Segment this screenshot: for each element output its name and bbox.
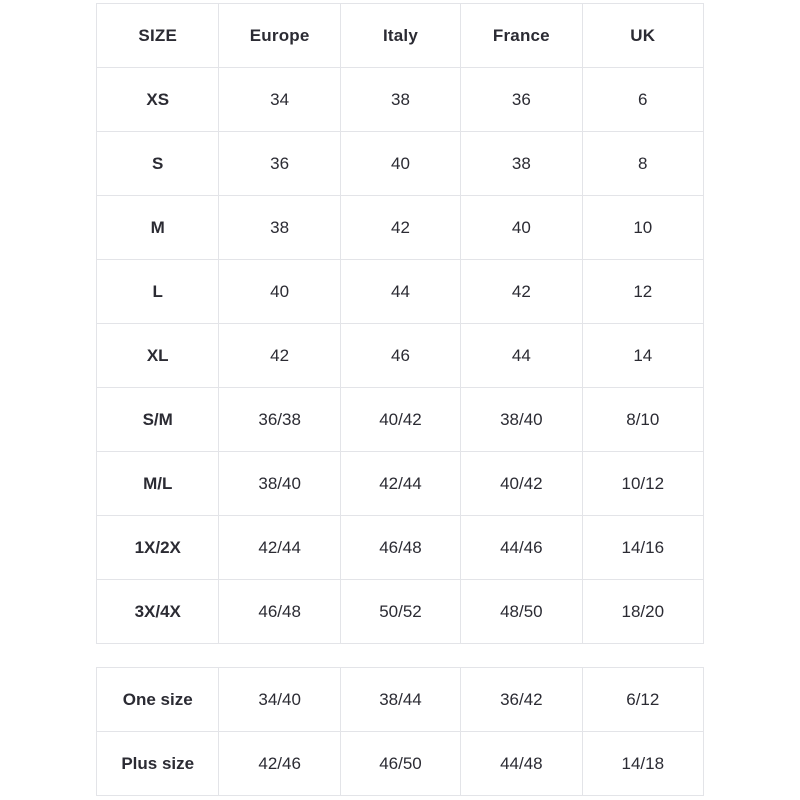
cell-uk: 6/12 (582, 668, 703, 732)
cell-uk: 14/18 (582, 732, 703, 796)
table-header (97, 4, 704, 68)
row-label: XS (97, 68, 219, 132)
cell-france: 36/42 (461, 668, 582, 732)
column-header-size: SIZE (97, 4, 219, 68)
cell-italy: 46 (340, 324, 460, 388)
table-row (97, 196, 704, 260)
table-row (97, 388, 704, 452)
cell-uk: 14 (582, 324, 703, 388)
table-row (97, 324, 704, 388)
cell-europe: 36/38 (219, 388, 340, 452)
cell-europe: 46/48 (219, 580, 340, 644)
cell-france: 48/50 (461, 580, 582, 644)
cell-france: 42 (461, 260, 582, 324)
row-label: Plus size (97, 732, 219, 796)
row-label: S (97, 132, 219, 196)
row-label: L (97, 260, 219, 324)
cell-france: 36 (461, 68, 582, 132)
cell-europe: 36 (219, 132, 340, 196)
column-header-france: France (461, 4, 582, 68)
table-row (97, 452, 704, 516)
cell-uk: 6 (582, 68, 703, 132)
cell-europe: 38/40 (219, 452, 340, 516)
cell-europe: 38 (219, 196, 340, 260)
table-row (97, 516, 704, 580)
cell-europe: 42/46 (219, 732, 340, 796)
size-conversion-table-container (96, 3, 704, 644)
cell-france: 40 (461, 196, 582, 260)
cell-europe: 42 (219, 324, 340, 388)
cell-italy: 40/42 (340, 388, 460, 452)
cell-france: 40/42 (461, 452, 582, 516)
table-header-row (97, 4, 704, 68)
cell-italy: 46/48 (340, 516, 460, 580)
cell-uk: 10/12 (582, 452, 703, 516)
cell-uk: 14/16 (582, 516, 703, 580)
cell-italy: 38 (340, 68, 460, 132)
row-label: S/M (97, 388, 219, 452)
cell-italy: 46/50 (340, 732, 460, 796)
cell-italy: 42 (340, 196, 460, 260)
table-row (97, 68, 704, 132)
one-size-table-container (96, 667, 704, 796)
cell-italy: 44 (340, 260, 460, 324)
cell-italy: 50/52 (340, 580, 460, 644)
cell-europe: 40 (219, 260, 340, 324)
cell-uk: 8/10 (582, 388, 703, 452)
cell-uk: 18/20 (582, 580, 703, 644)
cell-italy: 38/44 (340, 668, 460, 732)
table-row (97, 732, 704, 796)
cell-france: 38/40 (461, 388, 582, 452)
row-label: M/L (97, 452, 219, 516)
table-body (97, 668, 704, 796)
table-row (97, 132, 704, 196)
cell-france: 44/46 (461, 516, 582, 580)
row-label: 3X/4X (97, 580, 219, 644)
cell-italy: 42/44 (340, 452, 460, 516)
column-header-uk: UK (582, 4, 703, 68)
row-label: M (97, 196, 219, 260)
size-conversion-table (96, 3, 704, 644)
cell-uk: 10 (582, 196, 703, 260)
cell-europe: 34/40 (219, 668, 340, 732)
cell-france: 38 (461, 132, 582, 196)
cell-uk: 8 (582, 132, 703, 196)
row-label: One size (97, 668, 219, 732)
column-header-europe: Europe (219, 4, 340, 68)
table-row (97, 668, 704, 732)
row-label: XL (97, 324, 219, 388)
cell-europe: 34 (219, 68, 340, 132)
table-body (97, 68, 704, 644)
table-row (97, 580, 704, 644)
column-header-italy: Italy (340, 4, 460, 68)
one-size-table (96, 667, 704, 796)
cell-france: 44 (461, 324, 582, 388)
cell-europe: 42/44 (219, 516, 340, 580)
row-label: 1X/2X (97, 516, 219, 580)
cell-italy: 40 (340, 132, 460, 196)
cell-uk: 12 (582, 260, 703, 324)
cell-france: 44/48 (461, 732, 582, 796)
table-row (97, 260, 704, 324)
